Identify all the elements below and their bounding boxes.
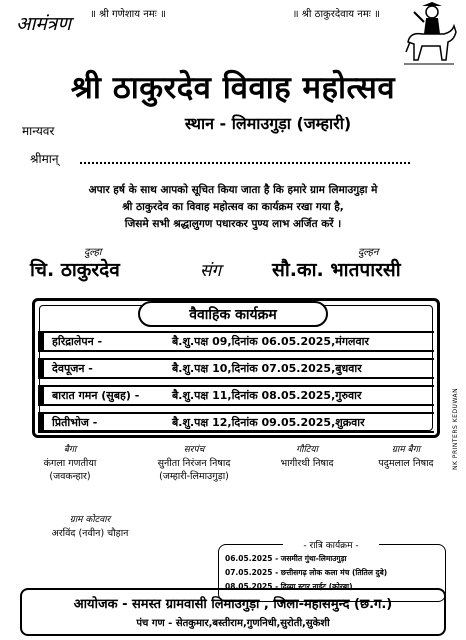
event-row — [38, 331, 434, 352]
venue: स्थान - लिमाउगुड़ा (जम्हारी) — [184, 114, 352, 133]
invocation-ganesh: ॥ श्री गणेशाय नमः ॥ — [90, 9, 166, 20]
person-name: सुनीता निरंजन निषाद — [157, 458, 231, 469]
night-event: - जसमीत गुंथा-लिमाउगुड़ा — [275, 554, 347, 563]
program-title-frame — [138, 301, 328, 327]
bride-role: दुल्हन — [358, 247, 379, 258]
event-detail: बै.शु.पक्ष 09,दिनांक 06.05.2025,मंगलवार — [172, 335, 369, 348]
person-place: (जम्हारी-लिमाउगुड़ा) — [159, 471, 229, 482]
deity-on-horse-icon — [400, 2, 458, 70]
message-line: जिसमे सभी श्रद्धालुगण पधारकर पुण्य लाभ अर्जित करें । — [124, 218, 342, 230]
person-role: बैगा — [63, 445, 77, 455]
event-detail: बै.शु.पक्ष 12,दिनांक 09.05.2025,शुक्रवार — [172, 416, 365, 429]
message-line: श्री ठाकुरदेव का विवाह महोत्सव का कार्यक्रम रखा गया है, — [122, 201, 344, 213]
night-date: 08.05.2025 — [225, 582, 273, 591]
organizer: आयोजक - समस्त ग्रामवासी लिमाउगुड़ा , जिला-महासमुन्द (छ.ग.) — [73, 597, 393, 612]
event-name: देवपूजन - — [52, 362, 93, 375]
person-role: सरपंच — [183, 445, 205, 455]
person-kotwar — [20, 514, 160, 540]
page-title: श्री ठाकुरदेव विवाह महोत्सव — [70, 70, 396, 106]
with-label: संग — [200, 261, 222, 281]
groom-name: चि. ठाकुरदेव — [30, 259, 120, 281]
person-baiga — [20, 444, 120, 483]
panch-members: पंच गण - सेतकुमार,बस्तीराम,गुणनिधी,सुरोती,सुकेशी — [136, 618, 330, 629]
night-event: - छत्तीसगढ़ लोक कला मंच (तितिल दुबे) — [275, 568, 388, 577]
person-place: (जवकन्हार) — [49, 471, 91, 482]
amantran-heading: आमंत्रण — [16, 13, 72, 35]
person-gautiya — [262, 444, 352, 470]
event-row — [38, 358, 434, 379]
night-date: 06.05.2025 — [225, 554, 273, 563]
program-title: वैवाहिक कार्यक्रम — [189, 306, 277, 323]
night-event: - दिव्या स्टार नाईट (कोरबा) — [275, 582, 353, 591]
guest-name-line — [80, 162, 410, 164]
event-detail: बै.शु.पक्ष 10,दिनांक 07.05.2025,बुधवार — [172, 362, 362, 375]
invocation-thakurdev: ॥ श्री ठाकुरदेवाय नमः ॥ — [292, 9, 380, 20]
invocation-row — [90, 6, 380, 20]
person-sarpanch — [128, 444, 260, 483]
event-name: हरिद्रालेपन - — [52, 335, 103, 348]
person-role: ग्राम बैगा — [391, 445, 421, 455]
person-role: ग्राम कोटवार — [69, 515, 111, 525]
invitation-message — [20, 182, 446, 233]
night-date: 07.05.2025 — [225, 568, 273, 577]
groom-role: दुल्हा — [84, 247, 102, 258]
shriman-label: श्रीमान् — [30, 152, 59, 166]
event-detail: बै.शु.पक्ष 11,दिनांक 08.05.2025,गुरुवार — [172, 389, 362, 402]
person-name: कंगला गणतीया — [43, 458, 97, 469]
night-row — [225, 568, 387, 578]
respected-label: मान्यवर — [22, 124, 55, 138]
event-row — [38, 412, 434, 433]
event-row — [38, 385, 434, 406]
night-row — [225, 554, 347, 564]
night-program-title: - रात्रि कार्यक्रम - — [283, 538, 379, 551]
person-name: भागीरथी निषाद — [280, 458, 334, 469]
person-role: गौटिया — [296, 445, 318, 455]
event-name: बारात गमन (सुबह) - — [52, 389, 140, 402]
person-name: अरविंद (नवीन) चौहान — [51, 528, 129, 539]
person-name: पदुमलाल निषाद — [378, 458, 434, 469]
event-name: प्रितीभोज - — [52, 416, 98, 429]
person-gram-baiga — [356, 444, 456, 470]
bride-name: सौ.का. भातपारसी — [272, 259, 401, 281]
message-line: अपार हर्ष के साथ आपको सूचित किया जाता है कि हमारे ग्राम लिमाउगुड़ा मे — [88, 184, 378, 196]
printer-credit: NK PRINTERS KEDUWAN — [452, 387, 459, 470]
